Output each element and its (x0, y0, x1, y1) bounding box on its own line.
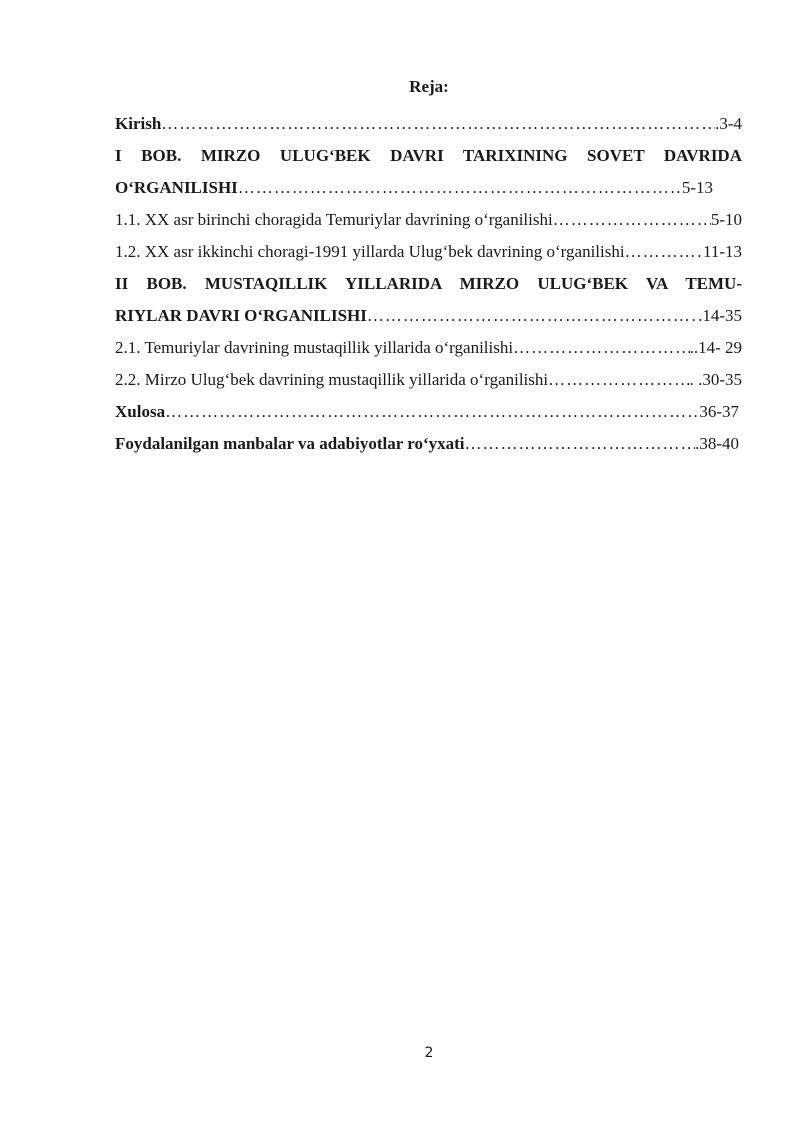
toc-entry-label: 2.2. Mirzo Ulug‘bek davrining mustaqillik yillarida o‘rganilishi (115, 370, 549, 389)
dot-leader (625, 236, 703, 268)
toc-entry-pages: ..14- 29 (689, 338, 742, 357)
toc-entry-label: 1.2. XX asr ikkinchi choragi-1991 yillarda Ulug‘bek davrining o‘rganilishi (115, 242, 625, 261)
dot-leader (548, 364, 689, 396)
toc-entry-pages: 5-13 (681, 178, 713, 197)
dot-leader (553, 204, 711, 236)
toc-entry-conclusion (115, 396, 739, 428)
dot-leader (165, 396, 699, 428)
toc-entry-pages: 5-10 (710, 210, 742, 229)
toc-entry-label: 2.1. Temuriylar davrining mustaqillik yillarida o‘rganilishi (115, 338, 514, 357)
dot-leader (367, 300, 698, 332)
toc-entry-chapter-2 (115, 300, 742, 332)
table-of-contents (115, 108, 742, 460)
toc-entry-label: Kirish (115, 114, 162, 133)
toc-entry-section-2-2 (115, 364, 742, 396)
toc-entry-chapter-1 (115, 172, 713, 204)
toc-entry-section-1-2 (115, 236, 742, 268)
toc-entry-label: Xulosa (115, 402, 166, 421)
toc-entry-introduction (115, 108, 742, 140)
toc-entry-section-1-1 (115, 204, 742, 236)
toc-entry-pages: .14-35 (698, 306, 742, 325)
toc-entry-label: RIYLAR DAVRI O‘RGANILISHI (115, 306, 367, 325)
toc-entry-pages: .38-40 (695, 434, 739, 453)
dot-leader (465, 428, 696, 460)
toc-title: Reja: (409, 77, 449, 96)
toc-entry-pages: . .30-35 (689, 370, 742, 389)
toc-entry-pages: 36-37 (699, 402, 739, 421)
dot-leader (161, 108, 715, 140)
toc-entry-pages: 11-13 (702, 242, 742, 261)
toc-entry-label: Foydalanilgan manbalar va adabiyotlar ro‘yxati (115, 434, 465, 453)
toc-entry-label: 1.1. XX asr birinchi choragida Temuriylar davrining o‘rganilishi (115, 210, 553, 229)
toc-entry-bibliography (115, 428, 739, 460)
toc-entry-section-2-1 (115, 332, 742, 364)
dot-leader (513, 332, 689, 364)
toc-entry-label: O‘RGANILISHI (115, 178, 238, 197)
page-number: 2 (424, 1045, 434, 1061)
toc-chapter-2-heading: II BOB. MUSTAQILLIK YILLARIDA MIRZO ULUG‘BEK VA TEMU- (115, 274, 742, 293)
toc-chapter-1-heading: I BOB. MIRZO ULUG‘BEK DAVRI TARIXINING SOVET DAVRIDA (115, 146, 742, 165)
toc-entry-pages: .3-4 (715, 114, 742, 133)
dot-leader (238, 172, 682, 204)
